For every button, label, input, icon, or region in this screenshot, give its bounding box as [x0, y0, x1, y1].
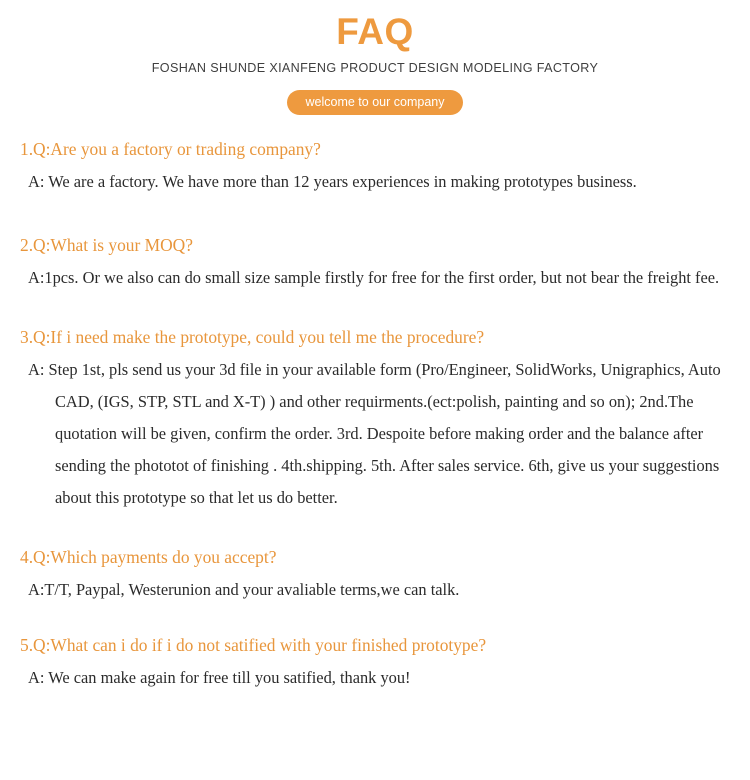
welcome-banner: [0, 90, 750, 115]
faq-item-5: [20, 633, 742, 694]
page-header: [0, 0, 750, 115]
faq-item-3: [20, 325, 742, 514]
faq-item-1: [20, 137, 742, 198]
faq-question-4: 4.Q:Which payments do you accept?: [20, 547, 277, 567]
faq-question-3: 3.Q:If i need make the prototype, could you tell me the procedure?: [20, 327, 485, 347]
spacer: [20, 514, 742, 545]
faq-answer-3: A: Step 1st, pls send us your 3d file in your available form (Pro/Engineer, SolidWorks, Unigraphics, Auto CAD, (IGS, STP, STL and X-T) ) and other requirments.(ect:polish, painting and so on); 2nd.The quotation will be given, confirm the order. 3rd. Despoite before making order and the balance after sending the phototot of finishing . 4th.shipping. 5th. After sales service. 6th, give us your suggestions about this prototype so that let us do better.: [28, 360, 721, 507]
spacer: [20, 606, 742, 633]
faq-answer-4: A:T/T, Paypal, Westerunion and your avaliable terms,we can talk.: [28, 580, 460, 599]
spacer: [20, 294, 742, 325]
faq-answer-2: A:1pcs. Or we also can do small size sample firstly for free for the first order, but not bear the freight fee.: [28, 268, 720, 287]
faq-answer-5: A: We can make again for free till you satified, thank you!: [28, 668, 411, 687]
welcome-pill-button[interactable]: welcome to our company: [287, 90, 464, 115]
page-title: FAQ: [336, 11, 414, 52]
faq-question-1: 1.Q:Are you a factory or trading company?: [20, 139, 321, 159]
spacer: [20, 198, 742, 233]
faq-question-5: 5.Q:What can i do if i do not satified with your finished prototype?: [20, 635, 487, 655]
faq-answer-1: A: We are a factory. We have more than 12 years experiences in making prototypes business.: [28, 172, 637, 191]
faq-item-2: [20, 233, 742, 294]
faq-list: [0, 137, 750, 694]
faq-question-2: 2.Q:What is your MOQ?: [20, 235, 193, 255]
company-name: FOSHAN SHUNDE XIANFENG PRODUCT DESIGN MODELING FACTORY: [151, 61, 599, 75]
faq-item-4: [20, 545, 742, 606]
